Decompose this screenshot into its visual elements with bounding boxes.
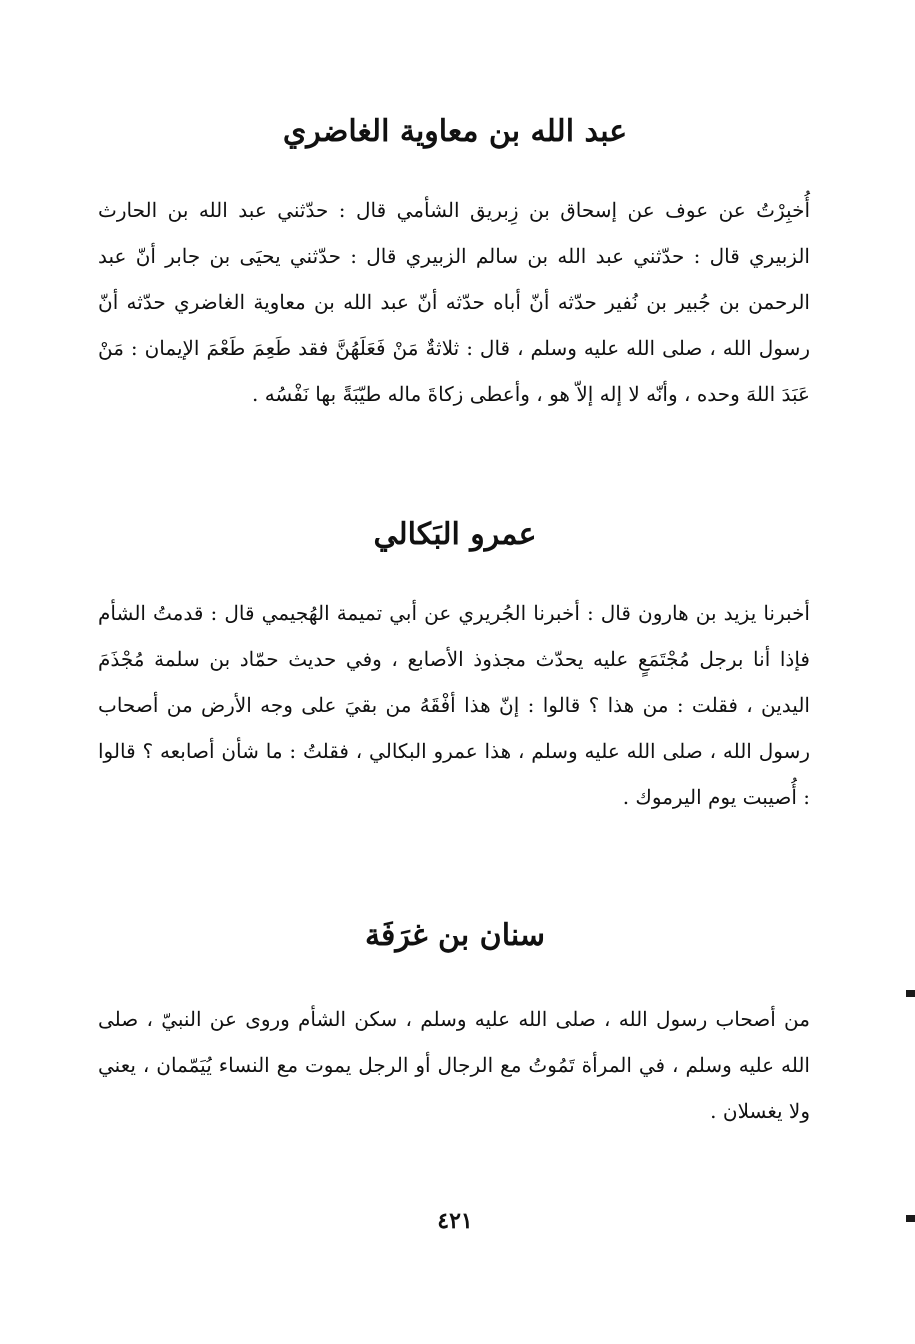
section-body-amr-bakali: أخبرنا يزيد بن هارون قال : أخبرنا الجُريري عن أبي تميمة الهُجيمي قال : قدمتُ الشأم فإذا أنا برجل مُجْتَمَعٍ عليه يحدّث مجذوذ الأصابع ، وفي حديث حمّاد بن سلمة مُجْذَمَ اليدين ، فقلت : من هذا ؟ قالوا : إنّ هذا أفْقَهُ من بقيَ على وجه الأرض من أصحاب رسول الله ، صلى الله عليه وسلم ، هذا عمرو البكالي ، فقلتُ : ما شأن أصابعه ؟ قالوا : أُصيبت يوم اليرموك . (98, 601, 810, 809)
scan-edge-mark (906, 990, 915, 997)
section-body-sinan-gharafa: من أصحاب رسول الله ، صلى الله عليه وسلم ، سكن الشأم وروى عن النبيّ ، صلى الله عليه وسلم ، في المرأة تَمُوتُ مع الرجال أو الرجل يموت مع النساء يُيَمّمان ، يعني ولا يغسلان . (98, 1007, 810, 1123)
section-heading-amr-bakali: عمرو البَكالي (373, 517, 537, 552)
scan-edge-mark (906, 1215, 915, 1222)
section-heading-sinan-gharafa: سنان بن غرَفَة (364, 918, 546, 953)
section-body-abdullah-ghadiri: أُخبِرْتُ عن عوف عن إسحاق بن زِبريق الشأمي قال : حدّثني عبد الله بن الحارث الزبيري قال : حدّثني عبد الله بن سالم الزبيري قال : حدّثني يحيَى بن جابر أنّ عبد الرحمن بن جُبير بن نُفير حدّثه أنّ أباه حدّثه أنّ عبد الله بن معاوية الغاضري حدّثه أنّ رسول الله ، صلى الله عليه وسلم ، قال : ثلاثةٌ مَنْ فَعَلَهُنَّ فقد طَعِمَ طَعْمَ الإيمان : مَنْ عَبَدَ اللهَ وحده ، وأنّه لا إله إلاّ هو ، وأعطى زكاةَ ماله طيّبَةً بها نَفْسُه . (98, 198, 810, 406)
section-heading-abdullah-ghadiri: عبد الله بن معاوية الغاضري (282, 114, 628, 149)
page-number: ٤٢١ (437, 1208, 473, 1234)
